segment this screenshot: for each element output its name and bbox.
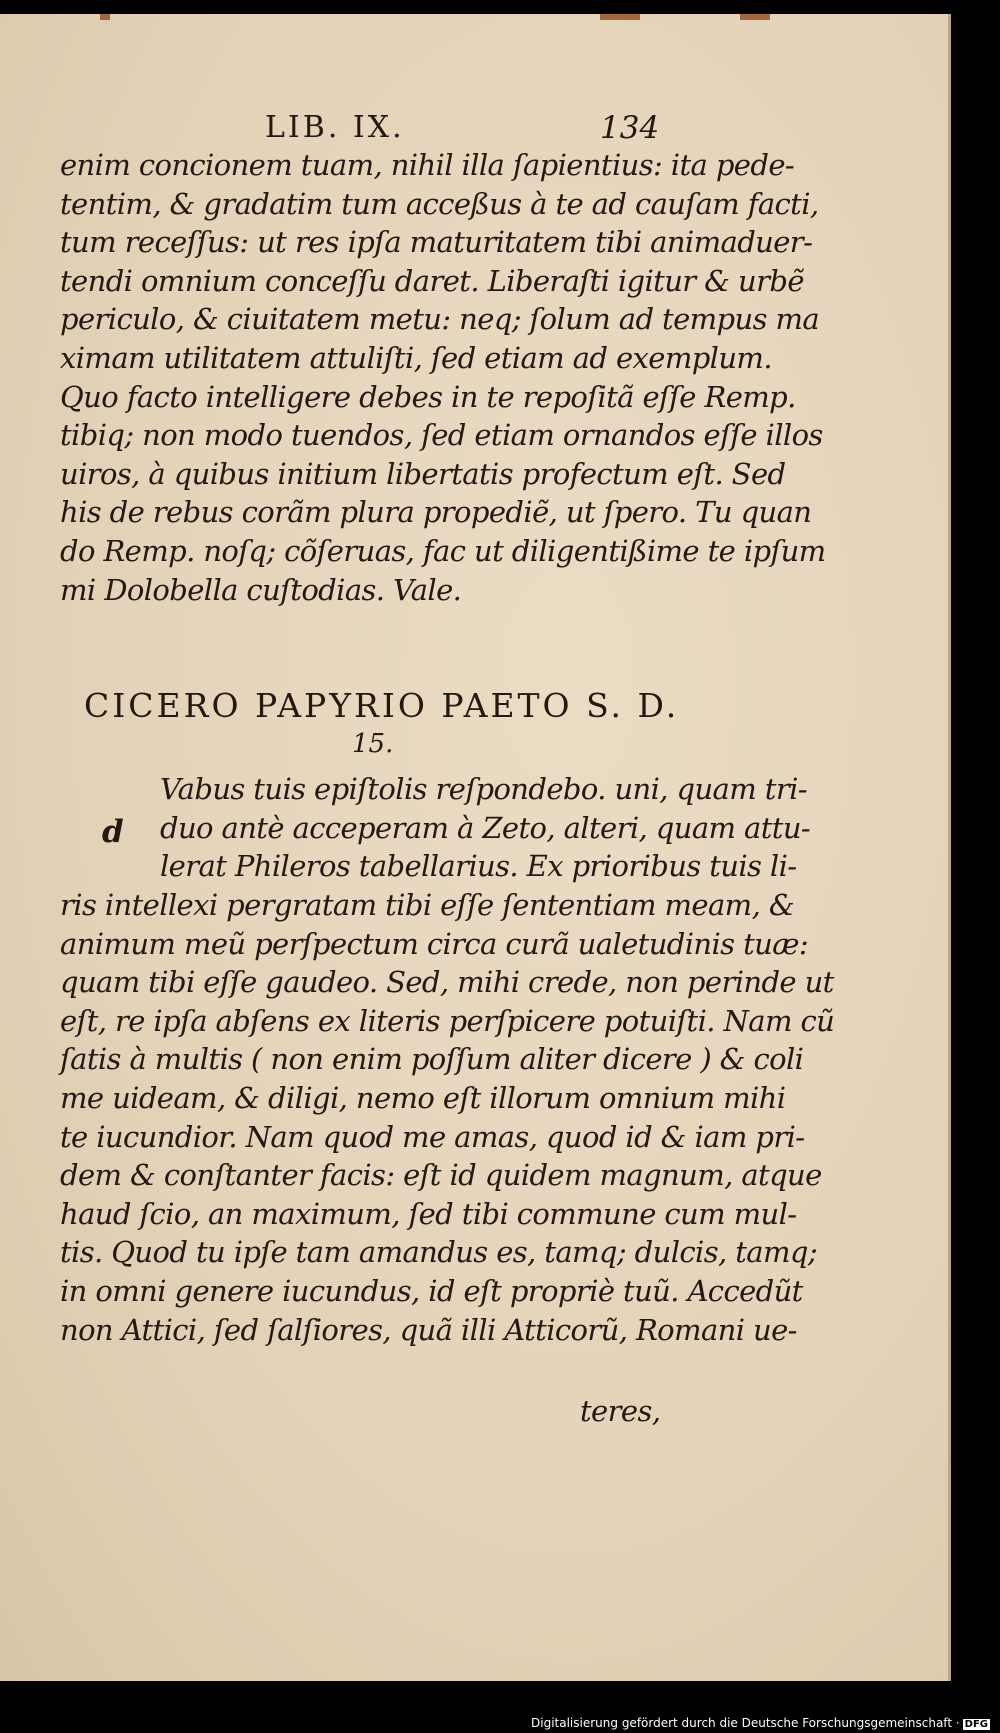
text-block-2-indented <box>160 770 811 886</box>
text-line: periculo, & ciuitatem metu: neq; ſolum ad tempus ma <box>60 302 820 337</box>
text-line: eſt, re ipſa abſens ex literis perſpicere potuiſti. Nam cũ <box>60 1003 835 1038</box>
text-line: lerat Phileros tabellarius. Ex prioribus tuis li- <box>160 849 797 884</box>
text-line: non Attici, ſed ſalſiores, quã illi Atticorũ, Romani ue- <box>60 1312 797 1347</box>
text-line: me uideam, & diligi, nemo eſt illorum omnium mihi <box>60 1080 786 1115</box>
text-line: te iucundior. Nam quod me amas, quod id & iam pri- <box>60 1119 805 1154</box>
text-line: tentim, & gradatim tum acceßus à te ad cauſam facti, <box>60 186 819 221</box>
text-line: haud ſcio, an maximum, ſed tibi commune cum mul- <box>60 1196 797 1231</box>
text-line: tum receſſus: ut res ipſa maturitatem tibi animaduer- <box>60 225 813 260</box>
text-block-2 <box>60 886 835 1349</box>
text-line: duo antè acceperam à Zeto, alteri, quam attu- <box>160 810 811 845</box>
dfg-logo: DFG <box>964 1719 988 1730</box>
text-line: Vabus tuis epiſtolis reſpondebo. uni, quam tri- <box>160 772 807 806</box>
text-line: Quo facto intelligere debes in te repoſitã eſſe Remp. <box>60 379 796 414</box>
text-line: his de rebus corãm plura propediẽ, ut ſpero. Tu quan <box>60 495 812 530</box>
letter-number: 15. <box>352 729 394 759</box>
catchword: teres, <box>580 1394 661 1428</box>
page-edge-mark <box>600 14 640 20</box>
page-number: 134 <box>600 110 660 146</box>
page-edge-mark <box>100 14 110 20</box>
text-line: tis. Quod tu ipſe tam amandus es, tamq; dulcis, tamq; <box>60 1235 818 1270</box>
text-line: ſatis à multis ( non enim poſſum aliter dicere ) & coli <box>60 1042 804 1077</box>
text-line: ximam utilitatem attuliſti, ſed etiam ad exemplum. <box>60 340 772 375</box>
footer-credit <box>531 1716 990 1730</box>
text-line: quam tibi eſſe gaudeo. Sed, mihi crede, non perinde ut <box>60 965 834 1000</box>
page-edge-mark <box>740 14 770 20</box>
text-line: tibiq; non modo tuendos, ſed etiam ornandos eſſe illos <box>60 418 823 453</box>
text-line: dem & conſtanter facis: eſt id quidem magnum, atque <box>60 1158 822 1193</box>
text-line: do Remp. noſq; cõſeruas, fac ut diligentißime te ipſum <box>60 533 826 568</box>
text-line: enim concionem tuam, nihil illa ſapientius: ita pede- <box>60 148 795 182</box>
footer-text: Digitalisierung gefördert durch die Deutsche Forschungsgemeinschaft · <box>531 1716 960 1730</box>
text-block-1 <box>60 146 826 609</box>
marginal-letter: d <box>102 814 124 850</box>
text-line: in omni genere iucundus, id eſt propriè tuũ. Accedũt <box>60 1273 803 1308</box>
text-line: mi Dolobella cuſtodias. Vale. <box>60 572 462 607</box>
running-head: LIB. IX. <box>265 110 405 145</box>
text-line: tendi omnium conceſſu daret. Liberaſti igitur & urbẽ <box>60 263 804 298</box>
letter-heading: CICERO PAPYRIO PAETO S. D. <box>84 686 680 725</box>
text-line: animum meũ perſpectum circa curã ualetudinis tuæ: <box>60 926 809 961</box>
text-line: ris intellexi pergratam tibi eſſe ſententiam meam, & <box>60 888 795 922</box>
catchword-block <box>580 1392 700 1431</box>
book-page <box>0 14 951 1681</box>
text-line: uiros, à quibus initium libertatis profectum eſt. Sed <box>60 456 786 491</box>
